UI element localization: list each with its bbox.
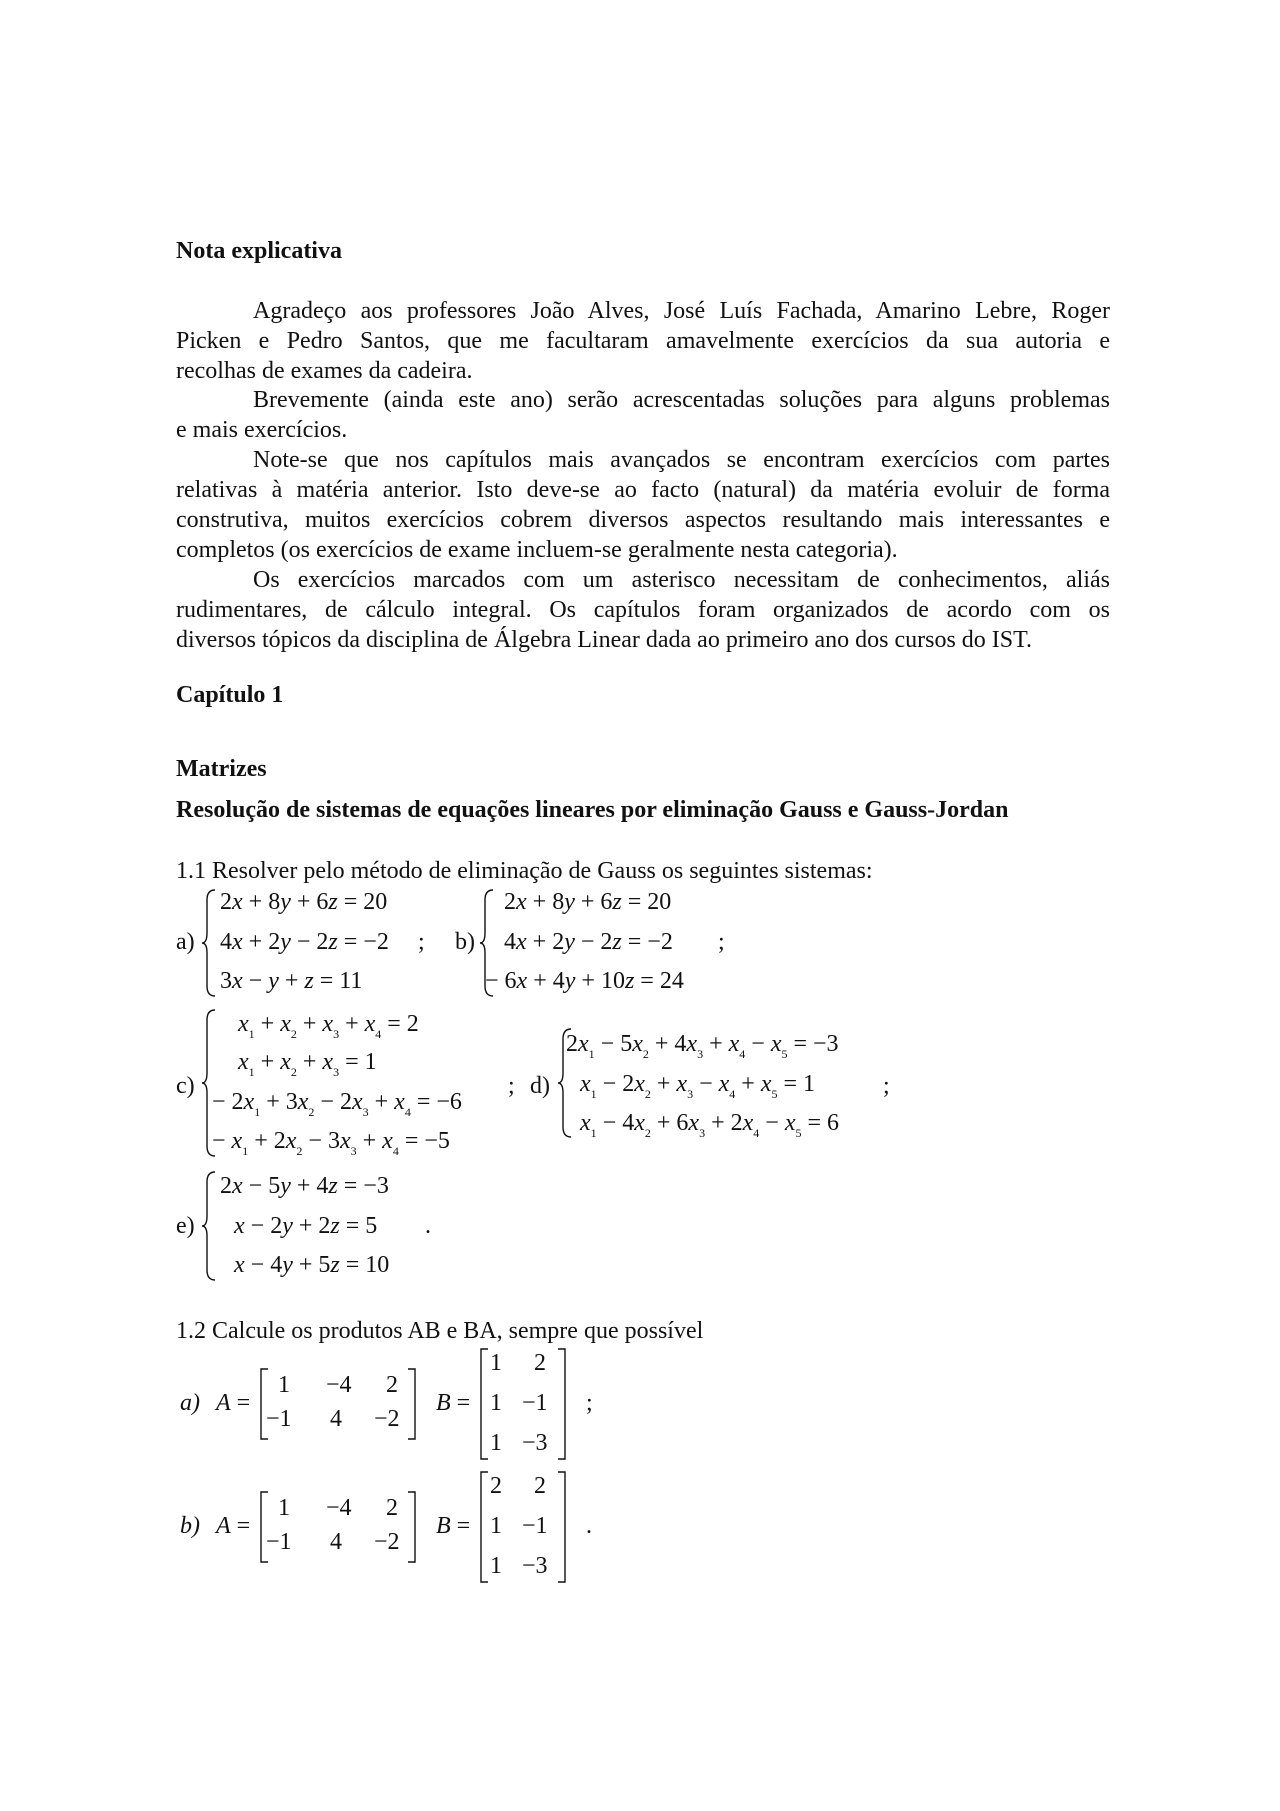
system-e-eq-1: 2x − 5y + 4z = −3	[220, 1173, 389, 1199]
text-line: Agradeço aos professores João Alves, José Luís Fachada, Amarino Lebre, Roger	[253, 298, 1110, 324]
separator: ;	[508, 1073, 515, 1099]
matrix-a-A	[258, 1366, 418, 1442]
text-line: Note-se que nos capítulos mais avançados se encontram exercícios com partes	[253, 447, 1110, 473]
matrix-cell: −4	[326, 1372, 352, 1398]
matrix-cell: 2	[534, 1473, 546, 1499]
system-b-label: b)	[455, 929, 475, 955]
text-line: recolhas de exames da cadeira.	[176, 358, 473, 384]
matrix-cell: −2	[374, 1529, 400, 1555]
system-e-label: e)	[176, 1213, 195, 1239]
matrix-cell: 1	[490, 1553, 502, 1579]
end-mark: .	[586, 1513, 592, 1539]
system-b-eq-3: − 6x + 4y + 10z = 24	[485, 968, 684, 994]
matrix-B-name: B =	[436, 1513, 471, 1539]
matrix-cell: −1	[266, 1406, 292, 1432]
part-a-label	[180, 1390, 200, 1417]
system-d-eq-3: $x_1 - 4x_2 + 6x_3 + 2x_4 - x_5 = 6$	[580, 1110, 840, 1140]
nota-title: Nota explicativa	[176, 238, 342, 264]
system-c-eq-4: − $x_1 + 2x_2 - 3x_3 + x_4 = -5$	[212, 1128, 450, 1158]
system-a-label: a)	[176, 929, 195, 955]
end-mark: .	[425, 1213, 431, 1239]
separator: ;	[418, 929, 425, 955]
text-line: rudimentares, de cálculo integral. Os capítulos foram organizados de acordo com os	[176, 597, 1110, 623]
system-e-brace	[200, 1170, 220, 1282]
system-a-eq-2: 4x + 2y − 2z = −2	[220, 929, 389, 955]
matrix-a-B	[478, 1346, 568, 1462]
nota-paragraph-2	[176, 385, 1110, 445]
text-line: relativas à matéria anterior. Isto deve-se ao facto (natural) da matéria evoluir de forma	[176, 477, 1110, 503]
matrix-cell: −2	[374, 1406, 400, 1432]
part-a-label-text: a)	[180, 1390, 200, 1416]
matrix-cell: 1	[490, 1390, 502, 1416]
matrix-cell: 4	[330, 1406, 342, 1432]
system-b-eq-1: 2x + 8y + 6z = 20	[504, 889, 672, 915]
matrix-b-A	[258, 1489, 418, 1565]
nota-paragraph-1	[176, 296, 1110, 386]
separator: ;	[718, 929, 725, 955]
text-line: completos (os exercícios de exame incluem-se geralmente nesta categoria).	[176, 537, 898, 563]
matrix-cell: 1	[490, 1350, 502, 1376]
system-c-eq-1: $x_1 + x_2 + x_3 + x_4 = 2$	[238, 1011, 419, 1041]
text-line: Brevemente (ainda este ano) serão acrescentadas soluções para alguns problemas	[253, 387, 1110, 413]
system-d-eq-1: $2x_1 - 5x_2 + 4x_3 + x_4 - x_5 = -3$	[566, 1031, 839, 1061]
end-mark: ;	[586, 1390, 593, 1416]
separator: ;	[883, 1073, 890, 1099]
exercise-1-2-prompt: 1.2 Calcule os produtos AB e BA, sempre que possível	[176, 1318, 704, 1344]
nota-paragraph-3	[176, 445, 1110, 565]
part-b-label-text: b)	[180, 1513, 200, 1539]
matrix-b-B	[478, 1469, 568, 1585]
matrix-A-name: A =	[216, 1513, 251, 1539]
matrix-cell: −1	[522, 1513, 548, 1539]
matrix-cell: 1	[490, 1430, 502, 1456]
matrix-cell: 1	[490, 1513, 502, 1539]
system-a-eq-3: 3x − y + z = 11	[220, 968, 363, 994]
system-c-label: c)	[176, 1073, 195, 1099]
matrix-B-name: B =	[436, 1390, 471, 1416]
system-a-brace	[200, 888, 220, 998]
nota-paragraph-4	[176, 565, 1110, 655]
text-line: Os exercícios marcados com um asterisco necessitam de conhecimentos, aliás	[253, 567, 1110, 593]
exercise-1-1-prompt: 1.1 Resolver pelo método de eliminação de Gauss os seguintes sistemas:	[176, 858, 873, 884]
system-c-eq-2: $x_1 + x_2 + x_3 = 1$	[238, 1049, 377, 1079]
system-e-eq-3: x − 4y + 5z = 10	[234, 1252, 390, 1278]
chapter-subtitle: Matrizes	[176, 756, 267, 782]
matrix-cell: −1	[266, 1529, 292, 1555]
text-line: construtiva, muitos exercícios cobrem diversos aspectos resultando mais interessantes e	[176, 507, 1110, 533]
matrix-cell: 1	[278, 1372, 290, 1398]
matrix-cell: 2	[386, 1372, 398, 1398]
system-e-eq-2: x − 2y + 2z = 5	[234, 1213, 378, 1239]
matrix-cell: 2	[386, 1495, 398, 1521]
system-d-eq-2: $x_1 - 2x_2 + x_3 - x_4 + x_5 = 1$	[580, 1071, 816, 1101]
matrix-A-name: A =	[216, 1390, 251, 1416]
system-a-eq-1: 2x + 8y + 6z = 20	[220, 889, 388, 915]
system-c-eq-3: − $2x_1 + 3x_2 - 2x_3 + x_4 = -6$	[212, 1089, 462, 1119]
chapter-title: Capítulo 1	[176, 682, 284, 708]
system-d-label: d)	[530, 1073, 550, 1099]
matrix-cell: 1	[278, 1495, 290, 1521]
matrix-cell: −4	[326, 1495, 352, 1521]
section-title: Resolução de sistemas de equações lineares por eliminação Gauss e Gauss-Jordan	[176, 797, 1009, 823]
matrix-cell: −3	[522, 1430, 548, 1456]
text-line: e mais exercícios.	[176, 417, 348, 443]
matrix-cell: 2	[534, 1350, 546, 1376]
matrix-cell: 2	[490, 1473, 502, 1499]
text-line: Picken e Pedro Santos, que me facultaram amavelmente exercícios da sua autoria e	[176, 328, 1110, 354]
matrix-cell: 4	[330, 1529, 342, 1555]
part-b-label	[180, 1513, 200, 1540]
matrix-cell: −1	[522, 1390, 548, 1416]
text-line: diversos tópicos da disciplina de Álgebra Linear dada ao primeiro ano dos cursos do IST.	[176, 627, 1032, 653]
matrix-cell: −3	[522, 1553, 548, 1579]
system-b-eq-2: 4x + 2y − 2z = −2	[504, 929, 673, 955]
